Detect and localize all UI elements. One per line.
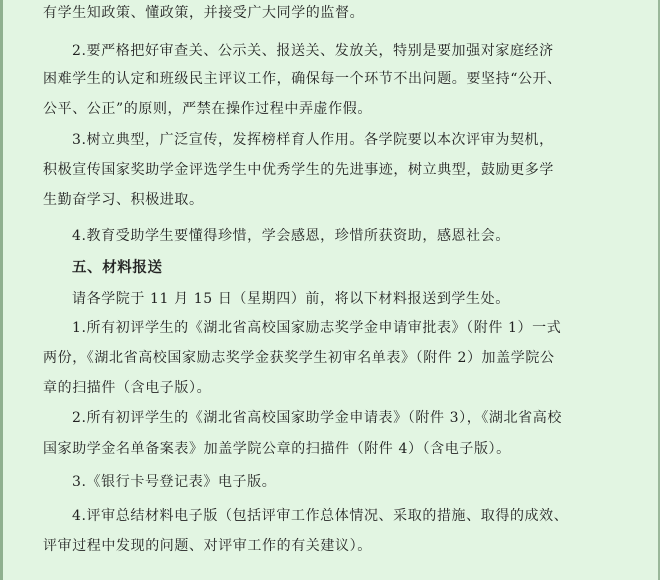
section-heading: 五、材料报送 bbox=[72, 260, 163, 276]
text-line: 1.所有初评学生的《湖北省高校国家励志奖学金申请审批表》（附件 1）一式 bbox=[72, 320, 562, 336]
left-border bbox=[0, 0, 3, 580]
text-line: 章的扫描件（含电子版）。 bbox=[43, 380, 212, 396]
text-line: 生勤奋学习、积极进取。 bbox=[43, 192, 204, 208]
text-line: 4.评审总结材料电子版（包括评审工作总体情况、采取的措施、取得的成效、 bbox=[72, 508, 569, 524]
text-line: 两份，《湖北省高校国家励志奖学金获奖学生初审名单表》（附件 2）加盖学院公 bbox=[43, 350, 555, 366]
text-line: 国家助学金名单备案表》加盖学院公章的扫描件（附件 4）（含电子版）。 bbox=[43, 441, 511, 457]
text-line: 请各学院于 11 月 15 日（星期四）前，将以下材料报送到学生处。 bbox=[72, 291, 510, 307]
text-line: 2.要严格把好审查关、公示关、报送关、发放关，特别是要加强对家庭经济 bbox=[72, 43, 554, 59]
text-line: 公平、公正”的原则，严禁在操作过程中弄虚作假。 bbox=[43, 101, 372, 117]
text-line: 3.树立典型，广泛宣传，发挥榜样育人作用。各学院要以本次评审为契机， bbox=[72, 132, 554, 148]
text-line: 4.教育受助学生要懂得珍惜，学会感恩，珍惜所获资助，感恩社会。 bbox=[72, 228, 510, 244]
text-line: 评审过程中发现的问题、对评审工作的有关建议）。 bbox=[43, 538, 372, 554]
text-line: 3.《银行卡号登记表》电子版。 bbox=[72, 474, 277, 490]
text-line: 有学生知政策、懂政策，并接受广大同学的监督。 bbox=[43, 5, 365, 21]
text-line: 困难学生的认定和班级民主评议工作，确保每一个环节不出问题。要坚持“公开、 bbox=[43, 71, 562, 87]
text-line: 积极宣传国家奖助学金评选学生中优秀学生的先进事迹，树立典型，鼓励更多学 bbox=[43, 162, 554, 178]
text-line: 2.所有初评学生的《湖北省高校国家助学金申请表》（附件 3），《湖北省高校 bbox=[72, 410, 562, 426]
